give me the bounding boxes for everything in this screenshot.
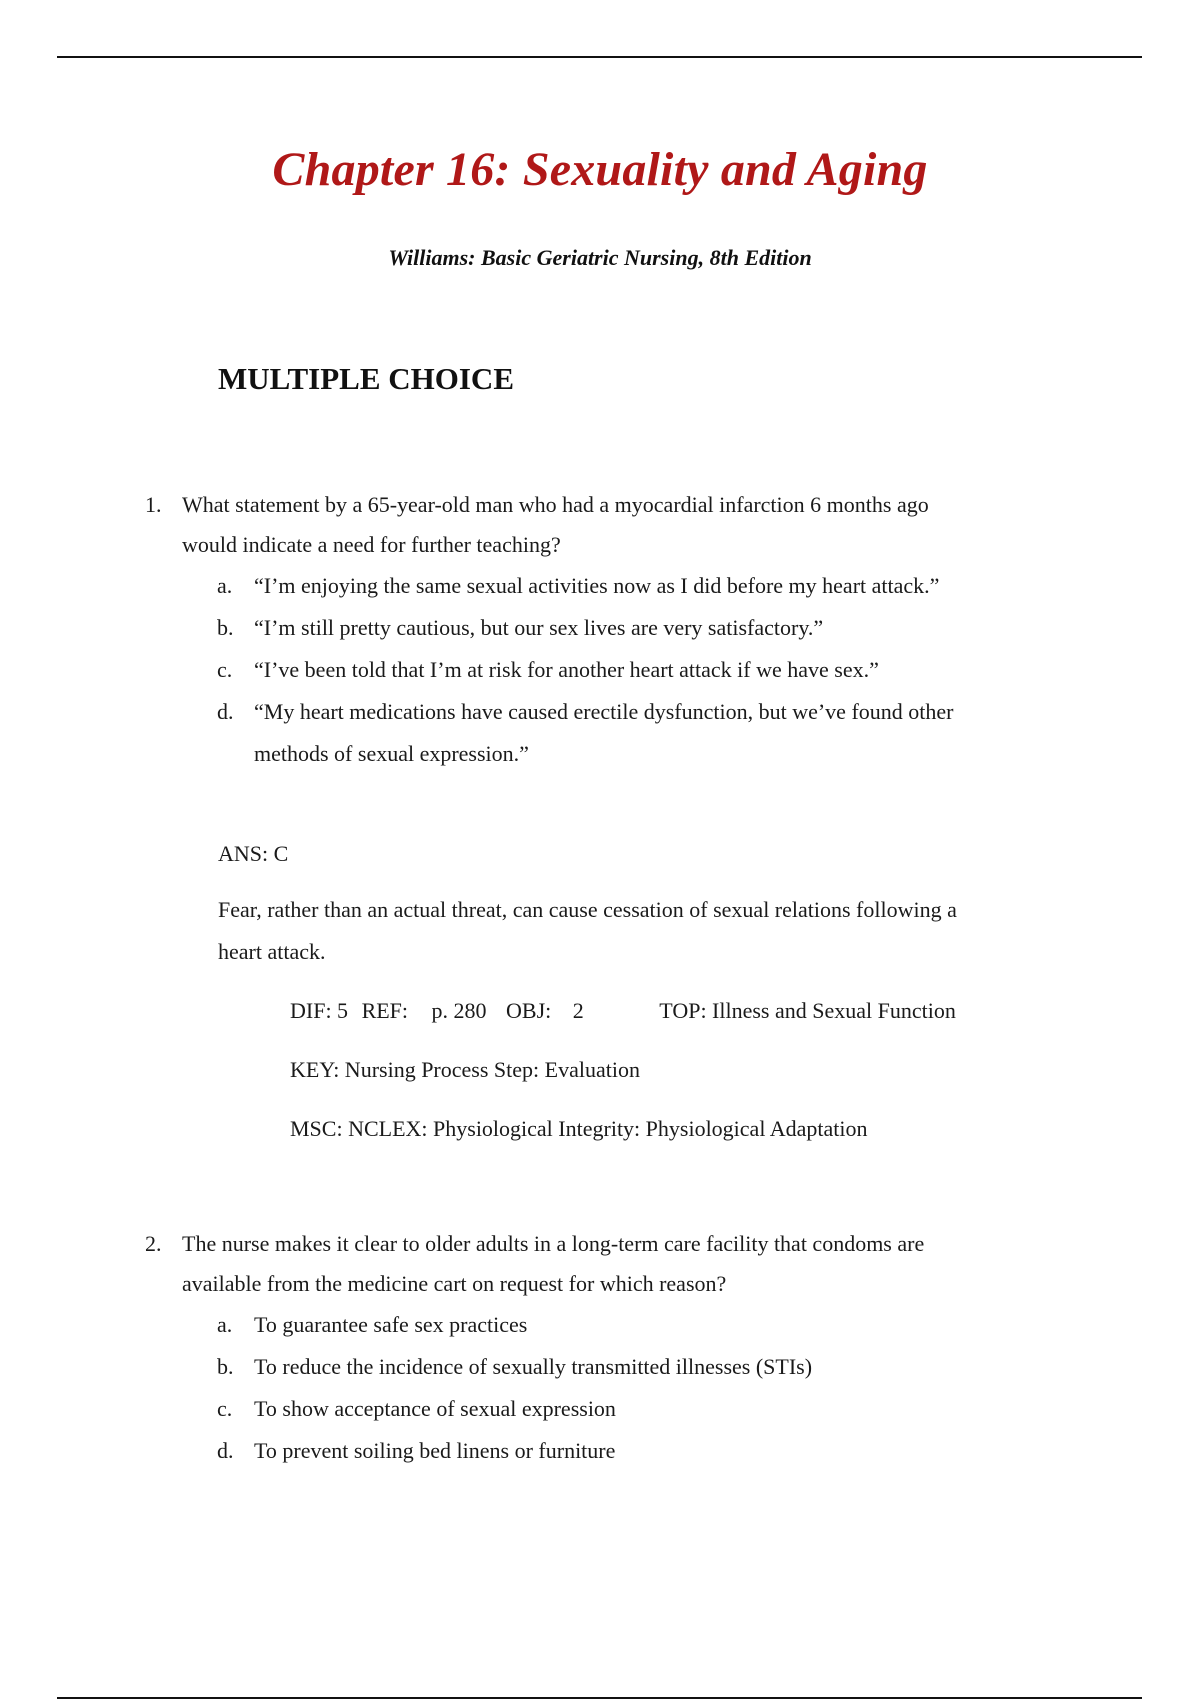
option-c bbox=[145, 1388, 1045, 1430]
option-a bbox=[145, 565, 1045, 607]
option-d bbox=[145, 1430, 1045, 1472]
question-number: 1. bbox=[145, 492, 162, 517]
option-text: “I’m enjoying the same sexual activities now as I did before my heart attack.” bbox=[254, 573, 940, 598]
rationale bbox=[218, 889, 1048, 973]
chapter-title: Chapter 16: Sexuality and Aging bbox=[272, 143, 928, 196]
question-stem bbox=[145, 485, 1045, 565]
option-letter: d. bbox=[217, 1438, 234, 1463]
obj-value: 2 bbox=[572, 998, 584, 1023]
option-letter: c. bbox=[217, 657, 233, 682]
answer-key: ANS: C bbox=[218, 841, 289, 866]
ref-label: REF: bbox=[361, 998, 409, 1023]
meta-row-dif bbox=[290, 998, 956, 1024]
question-1 bbox=[145, 485, 1045, 775]
stem-line: available from the medicine cart on request for which reason? bbox=[182, 1271, 727, 1296]
options-list bbox=[145, 565, 1045, 775]
option-letter: c. bbox=[217, 1396, 233, 1421]
rationale-line: Fear, rather than an actual threat, can cause cessation of sexual relations following a bbox=[218, 897, 957, 922]
option-letter: b. bbox=[217, 1354, 234, 1379]
option-text: methods of sexual expression.” bbox=[254, 741, 529, 766]
option-text: “I’ve been told that I’m at risk for another heart attack if we have sex.” bbox=[254, 657, 879, 682]
options-list bbox=[145, 1304, 1045, 1472]
option-letter: d. bbox=[217, 699, 234, 724]
option-text: To show acceptance of sexual expression bbox=[254, 1396, 616, 1421]
stem-line: The nurse makes it clear to older adults in a long-term care facility that condoms are bbox=[182, 1231, 925, 1256]
rationale-line: heart attack. bbox=[218, 939, 326, 964]
meta-row-key bbox=[290, 1057, 640, 1083]
dif-value: DIF: 5 bbox=[290, 998, 349, 1023]
option-letter: a. bbox=[217, 573, 233, 598]
bottom-rule bbox=[57, 1697, 1142, 1699]
question-2 bbox=[145, 1224, 1045, 1472]
book-subtitle: Williams: Basic Geriatric Nursing, 8th Edition bbox=[388, 245, 812, 270]
option-text: “I’m still pretty cautious, but our sex lives are very satisfactory.” bbox=[254, 615, 824, 640]
obj-label: OBJ: bbox=[506, 998, 552, 1023]
stem-line: What statement by a 65-year-old man who had a myocardial infarction 6 months ago bbox=[182, 492, 929, 517]
option-letter: a. bbox=[217, 1312, 233, 1337]
option-letter: b. bbox=[217, 615, 234, 640]
question-number: 2. bbox=[145, 1231, 162, 1256]
meta-row-msc bbox=[290, 1116, 867, 1142]
option-b bbox=[145, 1346, 1045, 1388]
option-text: To reduce the incidence of sexually transmitted illnesses (STIs) bbox=[254, 1354, 813, 1379]
option-c bbox=[145, 649, 1045, 691]
msc-value: MSC: NCLEX: Physiological Integrity: Physiological Adaptation bbox=[290, 1116, 868, 1141]
option-text: “My heart medications have caused erectile dysfunction, but we’ve found other bbox=[254, 699, 954, 724]
stem-line: would indicate a need for further teaching? bbox=[182, 532, 561, 557]
ref-value: p. 280 bbox=[431, 998, 487, 1023]
option-a bbox=[145, 1304, 1045, 1346]
option-text: To prevent soiling bed linens or furniture bbox=[254, 1438, 616, 1463]
option-d bbox=[145, 691, 1045, 775]
key-value: KEY: Nursing Process Step: Evaluation bbox=[290, 1057, 640, 1082]
option-text: To guarantee safe sex practices bbox=[254, 1312, 528, 1337]
question-stem bbox=[145, 1224, 1045, 1304]
section-heading: MULTIPLE CHOICE bbox=[218, 361, 514, 396]
option-b bbox=[145, 607, 1045, 649]
topic: TOP: Illness and Sexual Function bbox=[659, 998, 956, 1023]
top-rule bbox=[57, 56, 1142, 58]
